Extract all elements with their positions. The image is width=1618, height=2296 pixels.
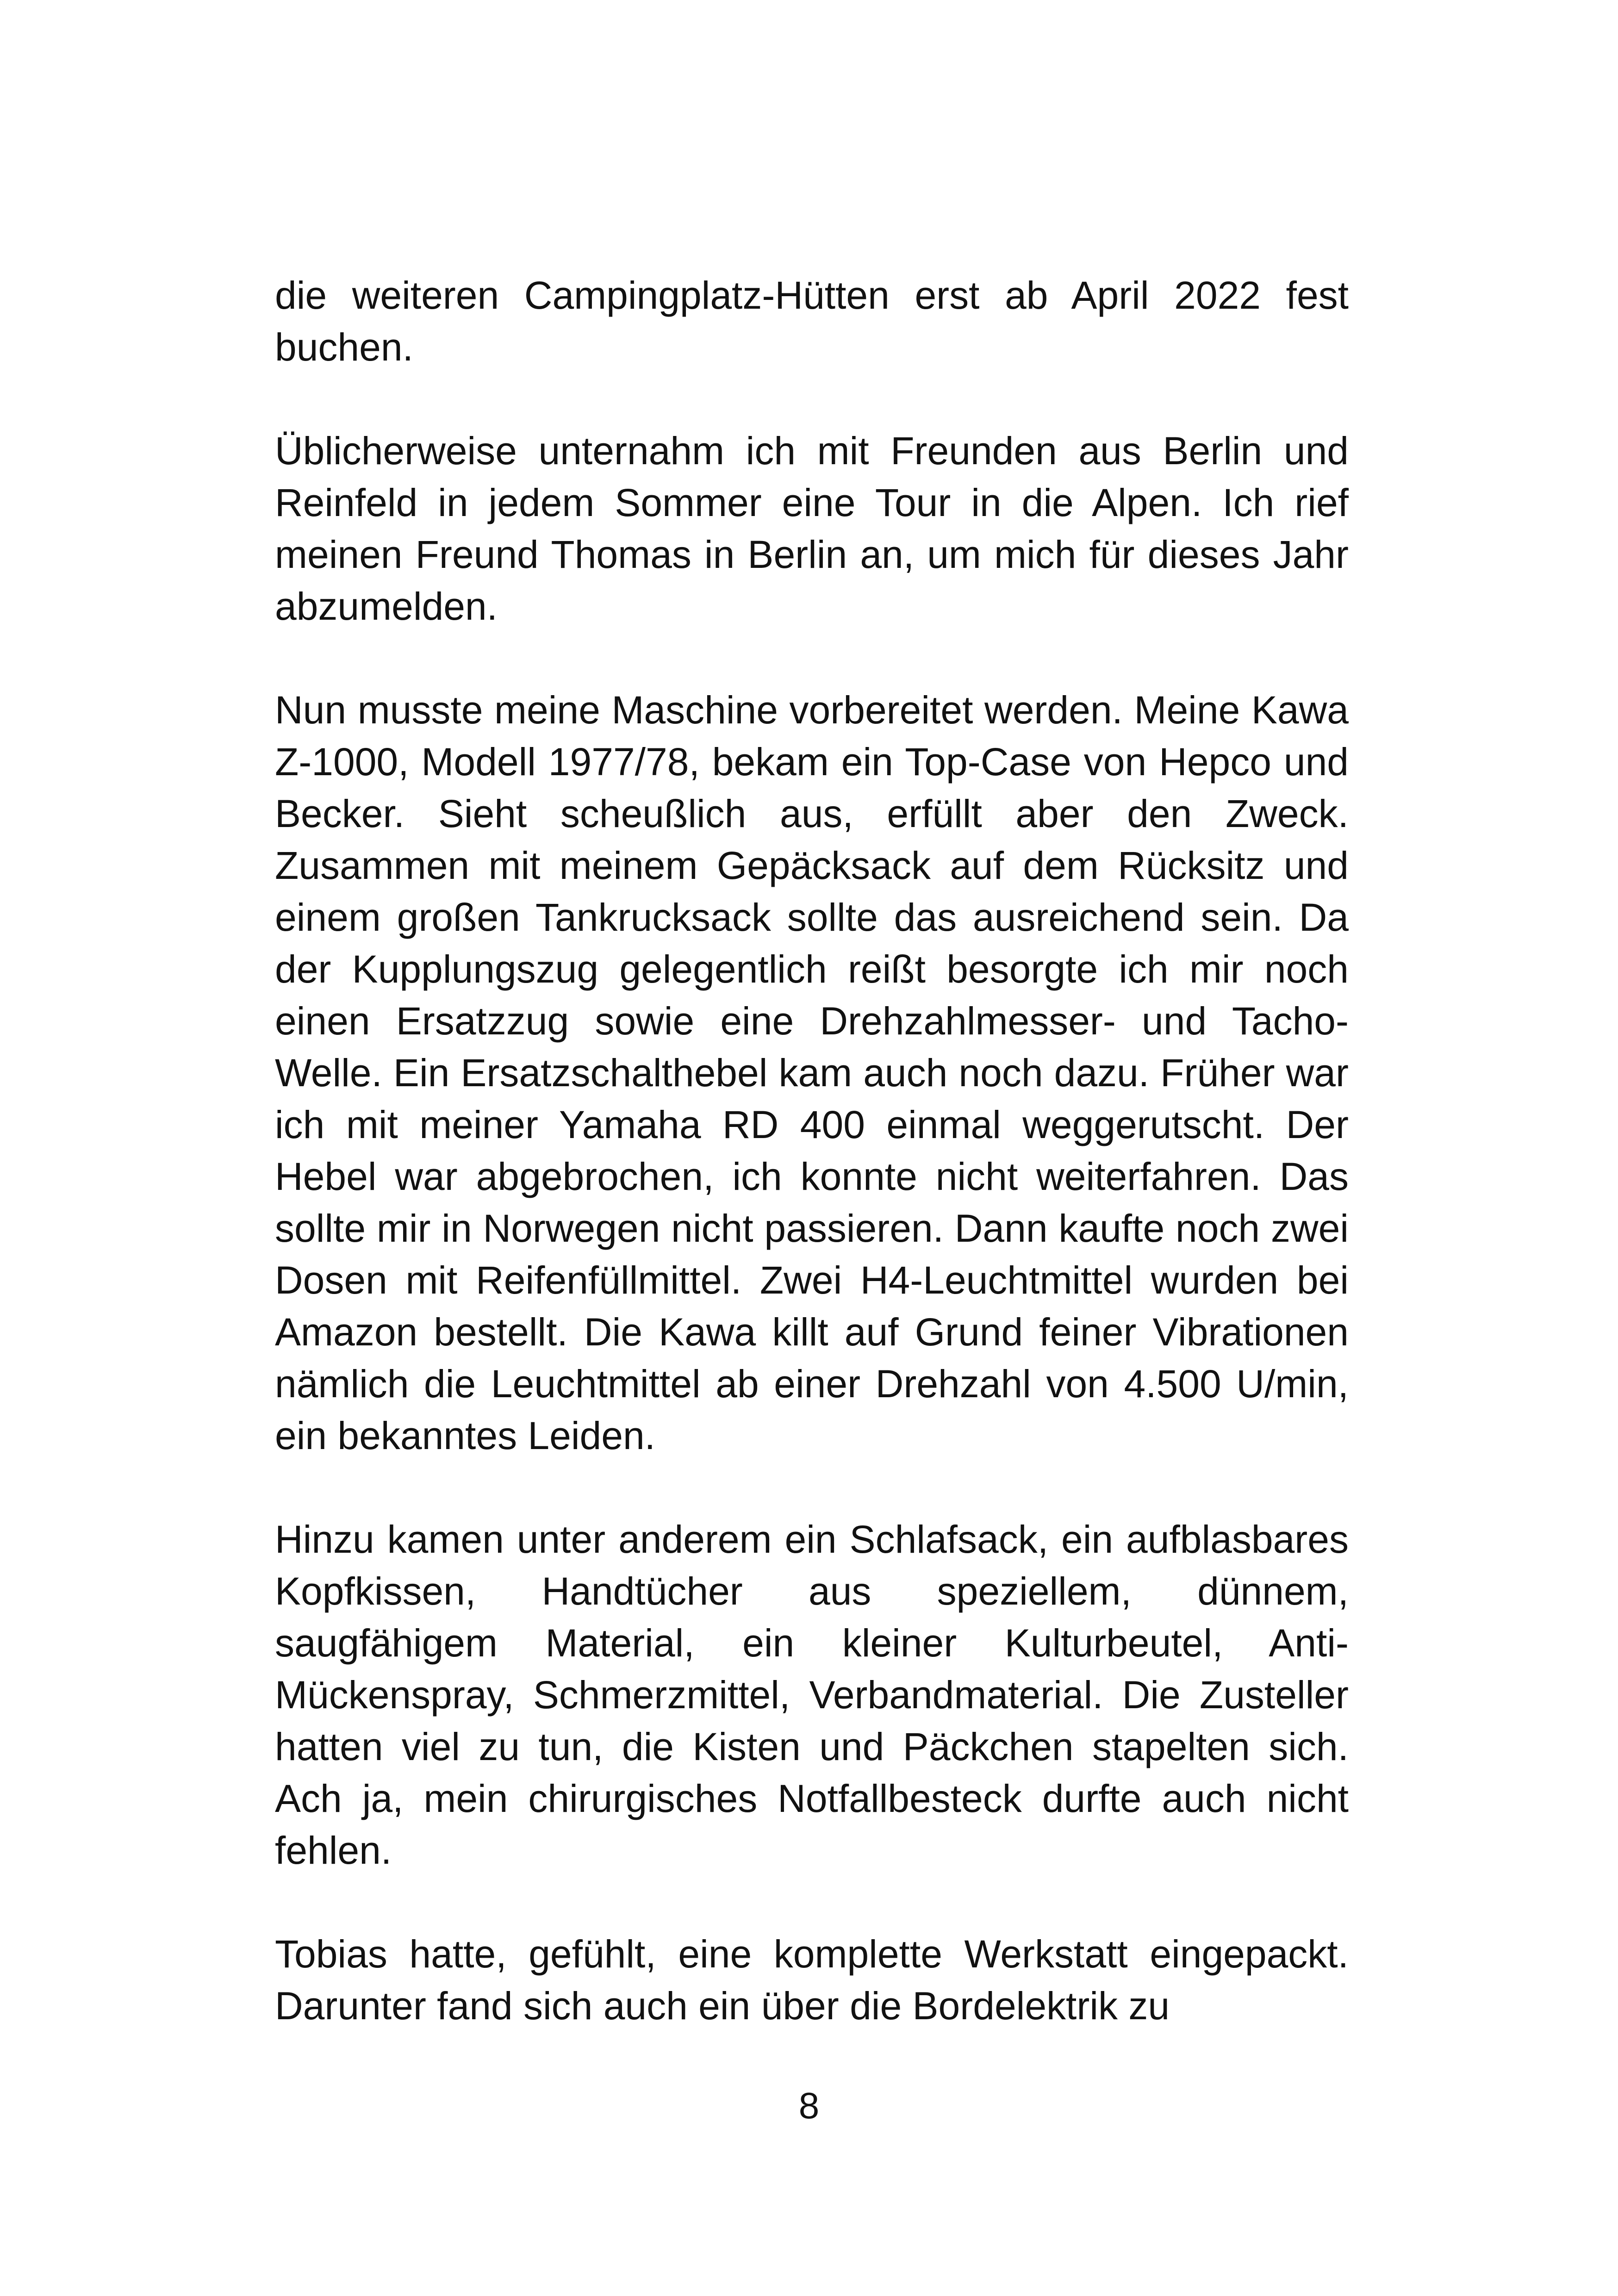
page-number: 8 [798,2085,820,2126]
body-text [275,269,1349,2084]
paragraph-3: Nun musste meine Maschine vorbereitet werden. Meine Kawa Z-1000, Modell 1977/78, bekam ein Top-Case von Hepco und Becker. Sieht scheußlich aus, erfüllt aber den Zweck. Zusammen mit meinem Gepäcksack auf dem Rücksitz und einem großen Tankrucksack sollte das ausreichend sein. Da der Kupplungszug gelegentlich reißt besorgte ich mir noch einen Ersatzzug sowie eine Drehzahlmesser- und Tacho-Welle. Ein Ersatzschalthebel kam auch noch dazu. Früher war ich mit meiner Yamaha RD 400 einmal weggerutscht. Der Hebel war abgebrochen, ich konnte nicht weiterfahren. Das sollte mir in Norwegen nicht passieren. Dann kaufte noch zwei Dosen mit Reifenfüllmittel. Zwei H4-Leuchtmittel wurden bei Amazon bestellt. Die Kawa killt auf Grund feiner Vibrationen nämlich die Leuchtmittel ab einer Drehzahl von 4.500 U/min, ein bekanntes Leiden. [275,688,1349,1457]
paragraph-5: Tobias hatte, gefühlt, eine komplette Werkstatt eingepackt. Darunter fand sich auch ein über die Bordelektrik zu [275,1932,1349,2028]
paragraph-2: Üblicherweise unternahm ich mit Freunden aus Berlin und Reinfeld in jedem Sommer eine Tour in die Alpen. Ich rief meinen Freund Thomas in Berlin an, um mich für dieses Jahr abzumelden. [275,429,1349,628]
paragraph-1: die weiteren Campingplatz-Hütten erst ab April 2022 fest buchen. [275,274,1349,369]
paragraph-4: Hinzu kamen unter anderem ein Schlafsack, ein aufblasbares Kopfkissen, Handtücher aus speziellem, dünnem, saugfähigem Material, ein kleiner Kulturbeutel, Anti-Mückenspray, Schmerzmittel, Verbandmaterial. Die Zusteller hatten viel zu tun, die Kisten und Päckchen stapelten sich. Ach ja, mein chirurgisches Notfallbesteck durfte auch nicht fehlen. [275,1518,1349,1872]
